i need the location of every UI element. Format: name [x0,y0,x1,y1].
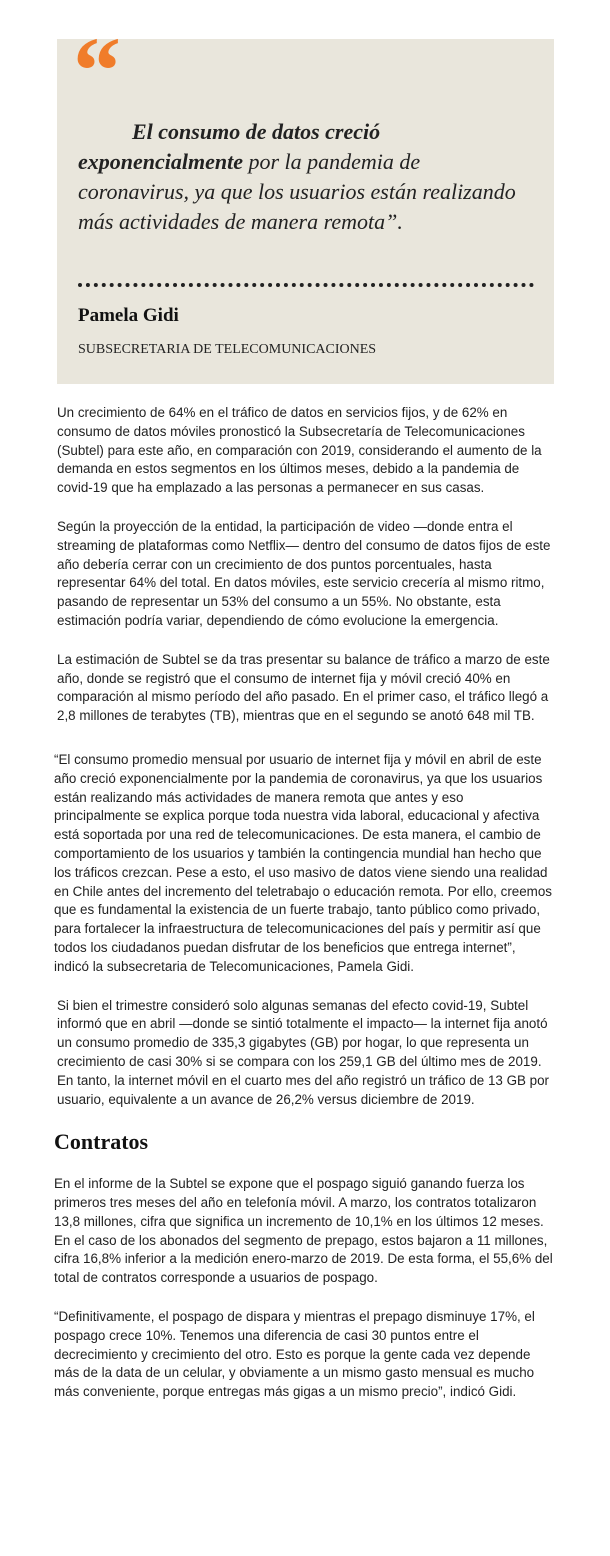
quote-mark-icon: “ [73,17,121,124]
quote-author-role: SUBSECRETARIA DE TELECOMUNICACIONES [78,342,377,357]
quote-divider [78,283,534,287]
article-paragraph: En el informe de la Subtel se expone que el pospago siguió ganando fuerza los primeros tres meses del año en telefonía móvil. A marzo, los contratos totalizaron 13,8 millones, cifra que significa un incremento de 10,1% en los últimos 12 meses. En el caso de los abonados del segmento de prepago, estos bajaron a 11 millones, cifra 16,8% inferior a la medición enero-marzo de 2019. De esta forma, el 55,6% del total de contratos corresponde a usuarios de pospago. [54,1176,553,1286]
pull-quote-box [57,17,554,384]
article-body [54,404,554,1422]
section-heading: Contratos [54,1129,149,1155]
pull-quote-emphasis: El consumo de datos creció exponencialmente [78,119,381,174]
article-paragraph: “Definitivamente, el pospago de dispara y mientras el prepago disminuye 17%, el pospago crece 10%. Tenemos una diferencia de casi 30 puntos entre el decrecimiento y crecimiento del otro. Esto es porque la gente cada vez depende más de la data de un celular, y obviamente a un mismo gasto mensual es mucho más conveniente, porque entregas más gigas a un mismo precio”, indicó Gidi. [54,1309,535,1400]
article-paragraph: Un crecimiento de 64% en el tráfico de datos en servicios fijos, y de 62% en consumo de datos móviles pronosticó la Subsecretaría de Telecomunicaciones (Subtel) para este año, en comparación con 2019, considerando el aumento de la demanda en estos segmentos en los últimos meses, debido a la pandemia de covid-19 que ha emplazado a las personas a permanecer en sus casas. [57,405,542,496]
article-paragraph: “El consumo promedio mensual por usuario de internet fija y móvil en abril de este año creció exponencialmente por la pandemia de coronavirus, ya que los usuarios están realizando más actividades de manera remota que antes y eso principalmente se explica porque toda nuestra vida laboral, educacional y afectiva está soportada por una red de telecomunicaciones. De esta manera, el cambio de comportamiento de los usuarios y también la contingencia mundial han hecho que los tráficos crezcan. Pese a esto, el uso masivo de datos viene siendo una realidad en Chile antes del incremento del teletrabajo o educación remota. Por ello, creemos que es fundamental la existencia de un fuerte trabajo, tanto público como privado, para fortalecer la infraestructura de telecomunicaciones del país y permitir así que todos los ciudadanos puedan disfrutar de los beneficios que entrega internet”, indicó la subsecretaria de Telecomunicaciones, Pamela Gidi. [54,751,552,974]
quote-author: Pamela Gidi [78,305,179,326]
article-paragraph: Según la proyección de la entidad, la participación de video —donde entra el streaming de plataformas como Netflix— dentro del consumo de datos fijos de este año debería cerrar con un crecimiento de dos puntos porcentuales, hasta representar 64% del total. En datos móviles, este servicio crecería al mismo ritmo, pasando de representar un 53% del consumo a un 55%. No obstante, esta estimación podría variar, dependiendo de cómo evolucione la emergencia. [57,518,551,628]
pull-quote-text [78,117,518,237]
article-paragraph: La estimación de Subtel se da tras presentar su balance de tráfico a marzo de este año, donde se registró que el consumo de internet fija y móvil creció 40% en comparación al mismo período del año pasado. En el primer caso, el tráfico llegó a 2,8 millones de terabytes (TB), mientras que en el segundo se anotó 648 mil TB. [57,651,550,724]
pull-quote-rest: por la pandemia de coronavirus, ya que los usuarios están realizando más actividades de manera remota”. [78,149,516,234]
article-paragraph: Si bien el trimestre consideró solo algunas semanas del efecto covid-19, Subtel informó que en abril —donde se sintió totalmente el impacto— la internet fija anotó un consumo promedio de 335,3 gigabytes (GB) por hogar, lo que representa un crecimiento de casi 30% si se compara con los 259,1 GB del último mes de 2019. En tanto, la internet móvil en el cuarto mes del año registró un tráfico de 13 GB por usuario, equivalente a un avance de 26,2% versus diciembre de 2019. [57,997,550,1107]
